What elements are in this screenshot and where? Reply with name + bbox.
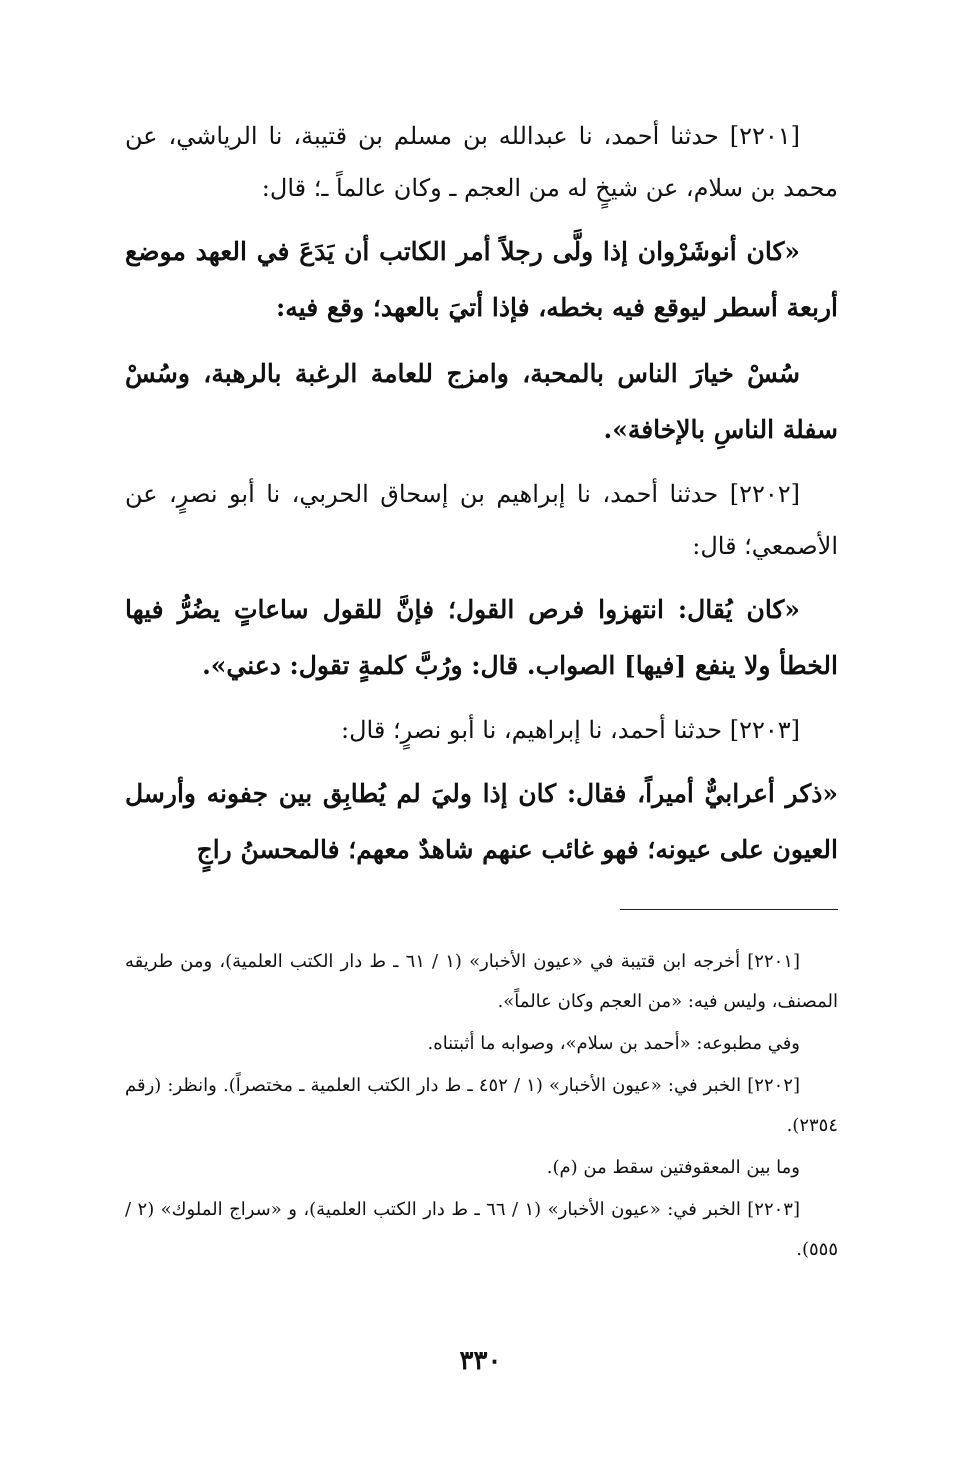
paragraph-2203-isnad: [٢٢٠٣] حدثنا أحمد، نا إبراهيم، نا أبو نصرٍ؛ قال: [341,716,800,744]
paragraph-2201-quote-end: سُسْ خيارَ الناس بالمحبة، وامزج للعامة الرغبة بالرهبة، وسُسْ سفلة الناسِ بالإخافة». [125,359,838,444]
page-number: ٣٣٠ [459,1346,502,1376]
footnote-2202: [٢٢٠٢] الخبر في: «عيون الأخبار» (١ / ٤٥٢ ـ ط دار الكتب العلمية ـ مختصراً). وانظر: (رقم ٢٣٥٤). [125,1075,838,1136]
paragraph-2201-quote: «كان أنوشَرْوان إذا ولَّى رجلاً أمر الكاتب أن يَدَعَ في العهد موضع أربعة أسطر ليوقع فيه بخطه، فإذا أتيَ بالعهد؛ وقع فيه: [125,237,838,322]
paragraph-2201-isnad: [٢٢٠١] حدثنا أحمد، نا عبدالله بن مسلم بن قتيبة، نا الرياشي، عن محمد بن سلام، عن شيخٍ له من العجم ـ وكان عالماً ـ؛ قال: [125,122,838,202]
footnote-separator [620,909,838,910]
main-text [125,110,838,888]
paragraph-2202-isnad: [٢٢٠٢] حدثنا أحمد، نا إبراهيم بن إسحاق الحربي، نا أبو نصرٍ، عن الأصمعي؛ قال: [125,480,838,560]
footnote-2201: [٢٢٠١] أخرجه ابن قتيبة في «عيون الأخبار» (١ / ٦١ ـ ط دار الكتب العلمية)، ومن طريقه المصنف، وليس فيه: «من العجم وكان عالماً». [125,951,838,1012]
footnote-2203: [٢٢٠٣] الخبر في: «عيون الأخبار» (١ / ٦٦ ـ ط دار الكتب العلمية)، و «سراج الملوك» (٢ / ٥٥٥). [125,1199,838,1260]
paragraph-2202-quote: «كان يُقال: انتهزوا فرص القول؛ فإنَّ للقول ساعاتٍ يضُرُّ فيها الخطأ ولا ينفع [فيها] الصواب. قال: ورُبَّ كلمةٍ تقول: دعني». [125,595,838,680]
footnotes [125,942,838,1272]
footnote-2201-continued: وفي مطبوعه: «أحمد بن سلام»، وصوابه ما أثبتناه. [427,1033,800,1054]
footnote-2202-continued: وما بين المعقوفتين سقط من (م). [546,1157,800,1178]
paragraph-2203-quote: «ذكر أعرابيٌّ أميراً، فقال: كان إذا وليَ لم يُطابِق بين جفونه وأرسل العيون على عيونه؛ فهو غائب عنهم شاهدٌ معهم؛ فالمحسنُ راجٍ [125,779,838,864]
